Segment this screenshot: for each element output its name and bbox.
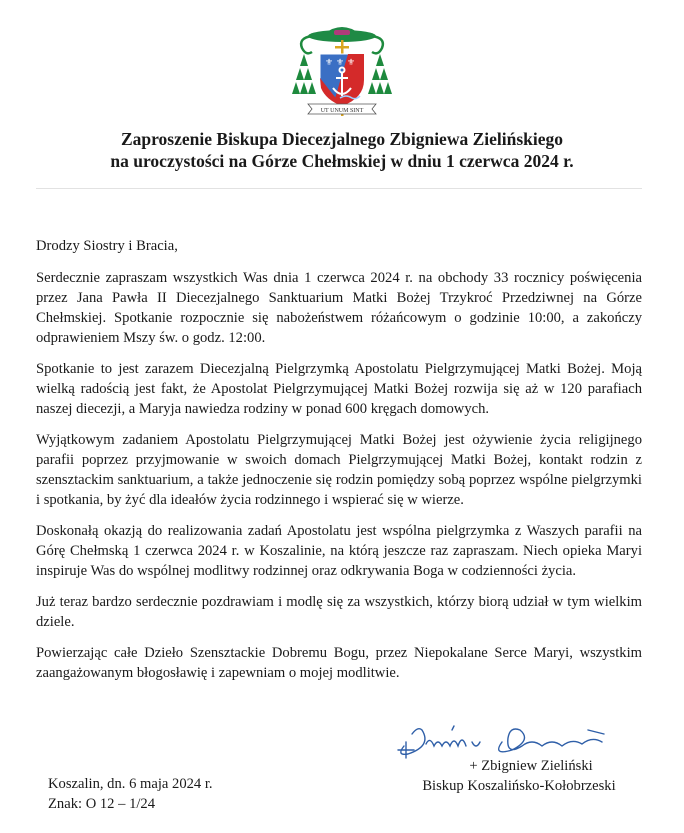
divider — [36, 188, 642, 189]
signer-role: Biskup Koszalińsko-Kołobrzeski — [422, 778, 616, 794]
left-cord — [301, 36, 312, 53]
paragraph: Doskonałą okazją do realizowania zadań Apostolatu jest wspólna pielgrzymka z Waszych parafii na Górę Chełmską 1 czerwca 2024 r. w Koszalinie, na którą jeszcze raz zapraszam. Niech opieka Maryi inspiruje Was do wspólnej modlitwy rodzinnej oraz odkrywania Boga w codzienności życia. — [36, 523, 642, 579]
right-cord — [372, 36, 383, 53]
title-line-2: na uroczystości na Górze Chełmskiej w dniu 1 czerwca 2024 r. — [110, 151, 574, 171]
cross-bar — [335, 46, 349, 49]
fleur-de-lis-icon — [325, 58, 355, 68]
title-line-1: Zaproszenie Biskupa Diecezjalnego Zbigniewa Zielińskiego — [120, 129, 564, 149]
page-title — [0, 128, 684, 172]
left-tassels-icon — [292, 54, 316, 94]
paragraph: Wyjątkowym zadaniem Apostolatu Pielgrzymującej Matki Bożej jest ożywienie życia religijnego parafii poprzez przyjmowanie w swoich domach Pielgrzymującej Matki Bożej, kontakt rodzin z szensztackim sanktuarium, a także jednoczenie się rodzin pomiędzy sobą poprzez wspólne pielgrzymki i spotkania, by żyć dla ideałów życia rodzinnego i wspierać się w wierze. — [36, 432, 642, 508]
reference-number: Znak: O 12 – 1/24 — [48, 796, 156, 812]
letter-body — [36, 236, 642, 694]
galero-hat-band — [334, 30, 350, 35]
svg-text:⚜: ⚜ — [336, 58, 345, 68]
svg-text:⚜: ⚜ — [347, 58, 356, 68]
paragraph: Serdecznie zapraszam wszystkich Was dnia 1 czerwca 2024 r. na obchody 33 rocznicy poświęcenia przez Jana Pawła II Diecezjalnego Sanktuarium Matki Bożej Trzykroć Przedziwnej na Górze Chełmskiej. Spotkanie rozpocznie się nabożeństwem różańcowym o godzinie 10:00, a zakończy odprawieniem Mszy św. o godz. 12:00. — [36, 270, 642, 346]
right-tassels-icon — [368, 54, 392, 94]
signer-name: + Zbigniew Zieliński — [469, 758, 593, 774]
svg-text:⚜: ⚜ — [325, 58, 334, 68]
paragraph: Powierzając całe Dzieło Szensztackie Dobremu Bogu, przez Niepokalane Serce Maryi, wszystkim zaangażowanym błogosławię i zapewniam o mojej modlitwie. — [36, 645, 642, 681]
place-date: Koszalin, dn. 6 maja 2024 r. — [48, 776, 213, 792]
paragraph: Już teraz bardzo serdecznie pozdrawiam i modlę się za wszystkich, którzy biorą udział w tym wielkim dziele. — [36, 594, 642, 630]
greeting: Drodzy Siostry i Bracia, — [36, 238, 178, 254]
motto-text: UT UNUM SINT — [320, 108, 364, 114]
place-date-block — [48, 774, 213, 814]
signer-block — [404, 756, 634, 796]
paragraph: Spotkanie to jest zarazem Diecezjalną Pielgrzymką Apostolatu Pielgrzymującej Matki Bożej. Moją wielką radością jest fakt, że Apostolat Pielgrzymującej Matki Bożej rozwija się aż w 120 parafiach naszej diecezji, a Maryja nawiedza rodziny w ponad 600 kręgach domowych. — [36, 361, 642, 417]
coat-of-arms-icon — [290, 18, 395, 118]
